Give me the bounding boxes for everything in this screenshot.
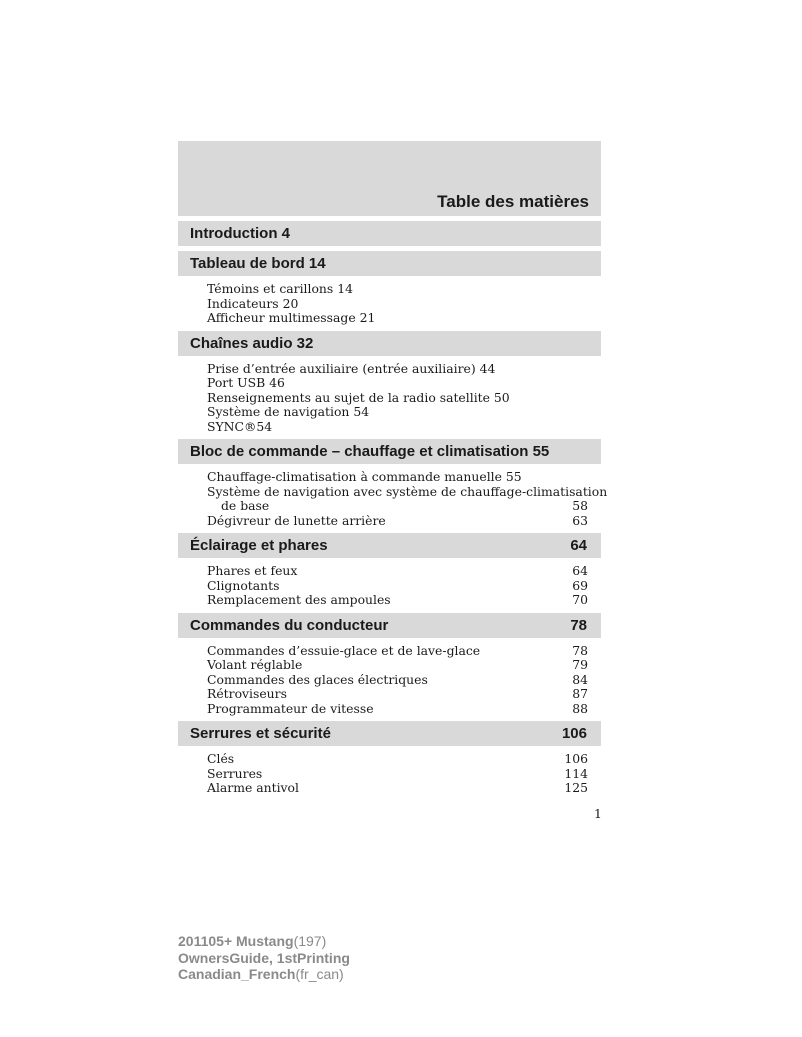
entry-page: 78 bbox=[572, 642, 588, 658]
entry-title: Commandes d’essuie-glace et de lave-glace bbox=[207, 642, 481, 658]
toc-entry[interactable] bbox=[207, 297, 588, 312]
entry-page: 70 bbox=[572, 592, 588, 607]
toc-entry[interactable] bbox=[207, 311, 588, 326]
toc-entry[interactable] bbox=[207, 282, 588, 297]
toc-entry[interactable] bbox=[207, 702, 588, 717]
entry-title: Serrures bbox=[207, 765, 263, 781]
entry-title: Témoins et carillons 14 bbox=[207, 281, 353, 296]
section-title: Serrures et sécurité bbox=[190, 725, 331, 742]
toc-entry[interactable] bbox=[207, 673, 588, 688]
section-title: Tableau de bord 14 bbox=[190, 255, 326, 272]
footer-line-1 bbox=[178, 933, 350, 950]
entry-list bbox=[178, 746, 601, 796]
entry-page: 64 bbox=[572, 563, 588, 578]
toc-entry[interactable] bbox=[207, 420, 588, 435]
entry-title: Remplacement des ampoules bbox=[207, 592, 391, 607]
section-page: 64 bbox=[570, 537, 587, 554]
entry-list bbox=[178, 558, 601, 608]
title-band bbox=[178, 141, 601, 216]
entry-page: 79 bbox=[572, 657, 588, 672]
entry-title: Alarme antivol bbox=[207, 780, 299, 795]
toc-entry[interactable] bbox=[207, 362, 588, 377]
section-heading[interactable] bbox=[178, 533, 601, 558]
toc-entry[interactable] bbox=[207, 593, 588, 608]
entry-page: 87 bbox=[572, 686, 588, 701]
entry-title: Clignotants bbox=[207, 577, 280, 593]
section-page: 78 bbox=[570, 616, 587, 634]
section-heading[interactable] bbox=[178, 331, 601, 356]
entry-page: 88 bbox=[572, 700, 588, 716]
footer-model: 201105+ Mustang bbox=[178, 933, 294, 949]
entry-title: Volant réglable bbox=[207, 657, 303, 672]
toc-entry[interactable] bbox=[207, 376, 588, 391]
section-heading[interactable] bbox=[178, 721, 601, 746]
entry-list bbox=[178, 638, 601, 717]
entry-page: 114 bbox=[564, 765, 588, 781]
toc-entry[interactable] bbox=[207, 391, 588, 406]
entry-list bbox=[178, 356, 601, 435]
entry-title: Système de navigation avec système de chauffage-climatisation bbox=[207, 483, 608, 499]
section-heading[interactable] bbox=[178, 439, 601, 464]
footer-model-code: (197) bbox=[293, 933, 327, 949]
section-title: Introduction 4 bbox=[190, 225, 290, 242]
toc-entry[interactable] bbox=[207, 644, 588, 659]
toc-entry[interactable] bbox=[207, 483, 608, 500]
toc-entry[interactable] bbox=[207, 514, 588, 529]
section-title: Bloc de commande – chauffage et climatisation 55 bbox=[190, 443, 550, 460]
entry-title: Port USB 46 bbox=[207, 375, 285, 390]
toc-entry[interactable] bbox=[207, 579, 588, 594]
entry-title: Dégivreur de lunette arrière bbox=[207, 512, 386, 528]
entry-page: 106 bbox=[564, 751, 588, 766]
entry-page: 69 bbox=[572, 577, 588, 593]
section-page: 106 bbox=[561, 725, 587, 742]
toc-entry[interactable] bbox=[207, 658, 588, 673]
entry-title: Rétroviseurs bbox=[207, 686, 287, 701]
entry-title: Renseignements au sujet de la radio satellite 50 bbox=[207, 389, 510, 405]
section-heading[interactable] bbox=[178, 251, 601, 276]
page-number: 1 bbox=[594, 806, 602, 821]
footer bbox=[178, 933, 350, 983]
sections-container bbox=[178, 221, 608, 796]
section-heading[interactable] bbox=[178, 221, 601, 246]
toc-entry[interactable] bbox=[207, 767, 588, 782]
footer-language: Canadian_French bbox=[178, 966, 296, 982]
footer-line-2 bbox=[178, 950, 350, 967]
section-title: Commandes du conducteur bbox=[190, 616, 389, 634]
entry-title: Indicateurs 20 bbox=[207, 295, 299, 311]
section-title: Chaînes audio 32 bbox=[190, 334, 314, 352]
entry-page: 63 bbox=[572, 512, 588, 528]
toc-entry[interactable] bbox=[207, 752, 588, 767]
entry-title: Système de navigation 54 bbox=[207, 404, 370, 419]
entry-page: 84 bbox=[572, 671, 588, 687]
entry-title: Afficheur multimessage 21 bbox=[207, 310, 376, 325]
entry-title: Commandes des glaces électriques bbox=[207, 671, 428, 687]
section-title: Éclairage et phares bbox=[190, 537, 328, 554]
entry-title: Phares et feux bbox=[207, 563, 298, 578]
entry-title: SYNC®54 bbox=[207, 418, 273, 434]
toc-entry[interactable] bbox=[207, 405, 588, 420]
entry-title: Chauffage-climatisation à commande manuelle 55 bbox=[207, 469, 522, 484]
entry-title: de base bbox=[221, 498, 270, 513]
page-title: Table des matières bbox=[437, 192, 589, 211]
table-of-contents bbox=[178, 141, 608, 796]
section-heading[interactable] bbox=[178, 613, 601, 638]
entry-title: Clés bbox=[207, 751, 235, 766]
toc-entry[interactable] bbox=[207, 564, 588, 579]
entry-page: 58 bbox=[572, 498, 588, 513]
toc-entry[interactable] bbox=[207, 781, 588, 796]
footer-line-3 bbox=[178, 966, 350, 983]
entry-title: Programmateur de vitesse bbox=[207, 700, 374, 716]
entry-page: 125 bbox=[564, 780, 588, 795]
entry-list bbox=[178, 464, 608, 528]
toc-entry[interactable] bbox=[207, 470, 588, 485]
toc-entry[interactable] bbox=[207, 499, 588, 514]
entry-list bbox=[178, 276, 601, 326]
footer-locale: (fr_can) bbox=[295, 966, 344, 982]
entry-title: Prise d’entrée auxiliaire (entrée auxiliaire) 44 bbox=[207, 360, 496, 376]
footer-guide: OwnersGuide, 1stPrinting bbox=[178, 949, 350, 966]
toc-entry[interactable] bbox=[207, 687, 588, 702]
